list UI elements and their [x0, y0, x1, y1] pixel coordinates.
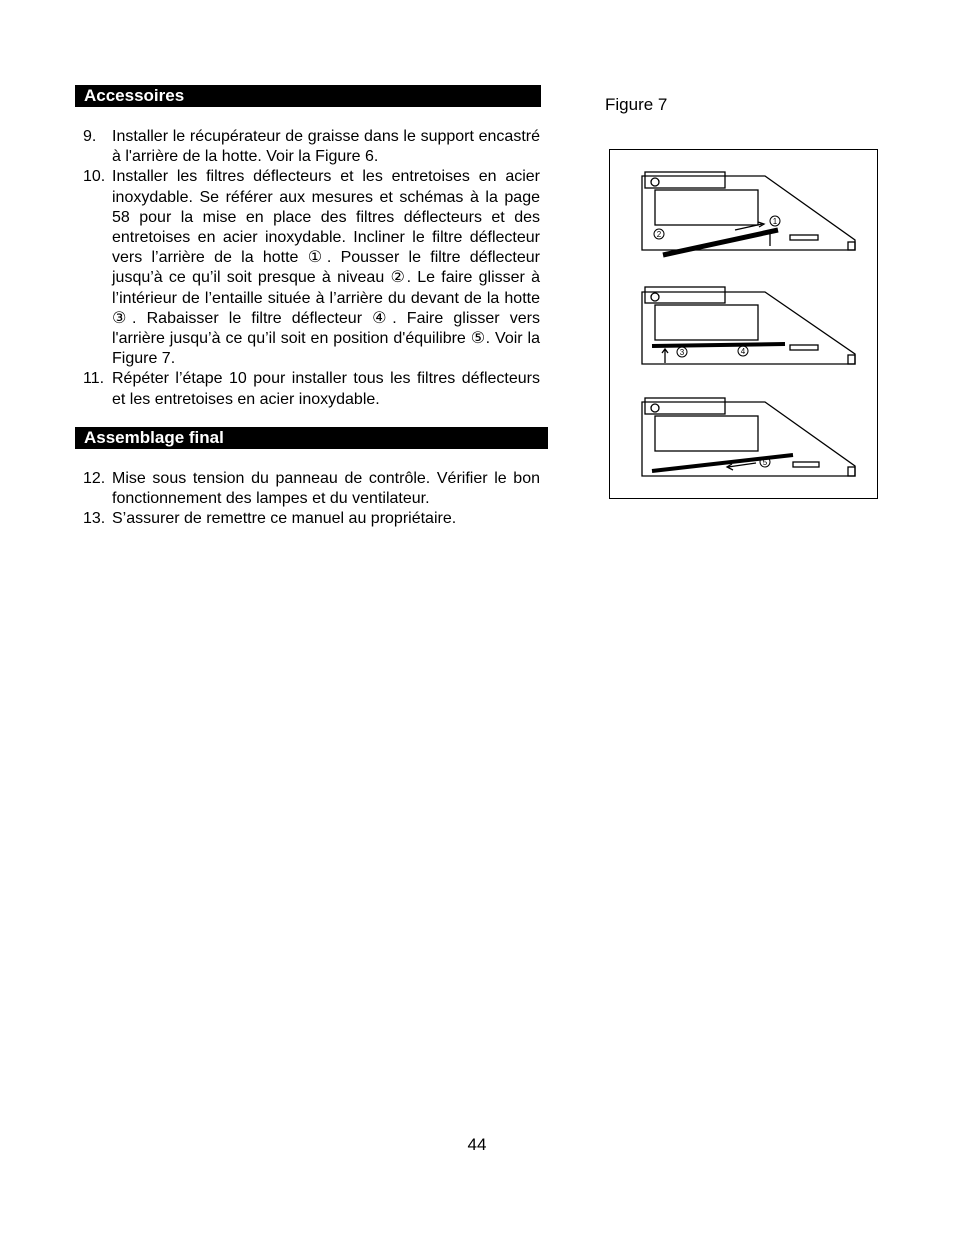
hood-filter-diagram [610, 150, 879, 500]
step-number: 11. [83, 370, 105, 388]
step-number: 9. [83, 128, 97, 145]
step-13 [83, 509, 540, 529]
step-11 [83, 369, 540, 409]
marker-2: 2 [656, 230, 662, 239]
step-10 [83, 167, 540, 369]
marker-1: 1 [772, 217, 778, 226]
figure-caption: Figure 7 [605, 95, 668, 114]
step-text: Installer les filtres déflecteurs et les entretoises en acier inoxydable. Se référer aux mesures et schémas à la page 58 pour la mise en place des filtres déflecteurs et des entretoises en acier inoxydable. Incliner le filtre déflecteur vers l’arrière de la hotte ①. Pousser le filtre déflecteur jusqu’à ce qu’il soit presque à niveau ②. Le faire glisser à l’intérieur de l’entaille située à l’arrière du devant de la hotte ③. Rabaisser le filtre déflecteur ④. Faire glisser vers l'arrière jusqu’à ce qu’il soit en position d'équilibre ⑤. Voir la Figure 7. [112, 168, 540, 368]
steps-list-assemblage [83, 469, 540, 530]
marker-5: 5 [762, 458, 768, 467]
diagram-step-1 [642, 172, 855, 255]
step-text: Installer le récupérateur de graisse dans le support encastré à l'arrière de la hotte. Voir la Figure 6. [112, 128, 540, 166]
marker-4: 4 [740, 347, 746, 356]
step-number: 10. [83, 168, 106, 186]
step-text: S’assurer de remettre ce manuel au propriétaire. [112, 510, 457, 528]
step-number: 12. [83, 470, 106, 487]
marker-3: 3 [679, 348, 685, 357]
section-header-accessoires: Accessoires [75, 85, 541, 107]
steps-list-accessoires [83, 127, 540, 410]
section-header-assemblage-final: Assemblage final [75, 427, 548, 449]
figure-7-illustration [609, 149, 878, 499]
step-12 [83, 469, 540, 509]
step-text: Mise sous tension du panneau de contrôle. Vérifier le bon fonctionnement des lampes et du ventilateur. [112, 470, 540, 508]
diagram-step-2 [642, 287, 855, 364]
step-number: 13. [83, 510, 106, 528]
page-number: 44 [467, 1135, 487, 1154]
step-text: Répéter l’étape 10 pour installer tous les filtres déflecteurs et les entretoises en acier inoxydable. [112, 370, 540, 408]
diagram-step-3 [642, 398, 855, 476]
step-9 [83, 127, 540, 167]
